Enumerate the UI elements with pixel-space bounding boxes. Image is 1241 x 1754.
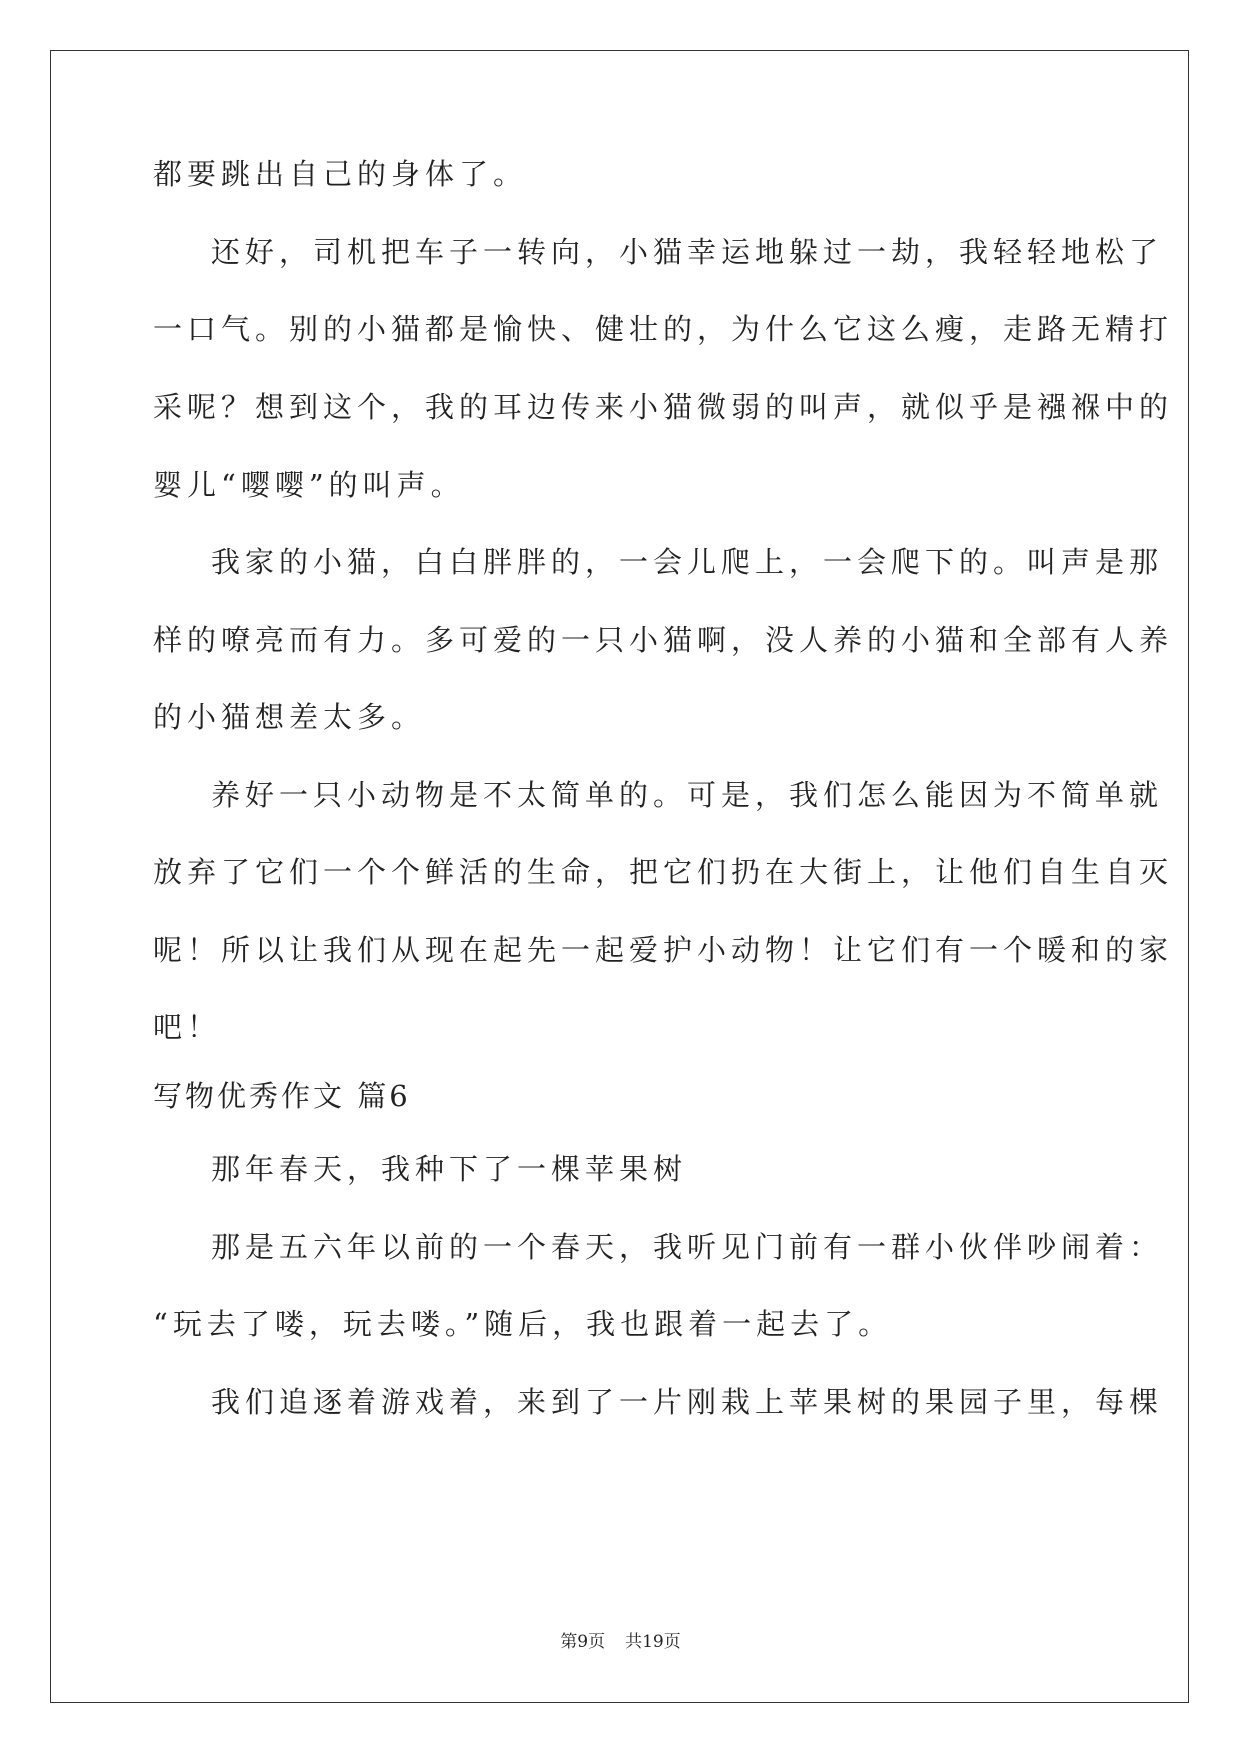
text-line: 放弃了它们一个个鲜活的生命，把它们扔在大街上，让他们自生自灭 — [153, 855, 1174, 889]
text-line: 婴儿“嘤嘤”的叫声。 — [153, 468, 465, 502]
text-line: 都要跳出自己的身体了。 — [153, 157, 528, 191]
page-number-total: 共19页 — [625, 1632, 681, 1652]
text-line: 那是五六年以前的一个春天，我听见门前有一群小伙伴吵闹着： — [211, 1230, 1164, 1264]
text-line: 呢！所以让我们从现在起先一起爱护小动物！让它们有一个暖和的家 — [153, 933, 1174, 967]
section-heading: 写物优秀作文 篇6 — [153, 1079, 411, 1113]
text-line: “玩去了喽，玩去喽。”随后，我也跟着一起去了。 — [153, 1307, 893, 1341]
page-number-current: 第9页 — [560, 1632, 606, 1652]
text-line: 采呢？想到这个，我的耳边传来小猫微弱的叫声，就似乎是襁褓中的 — [153, 390, 1174, 424]
text-line: 样的嘹亮而有力。多可爱的一只小猫啊，没人养的小猫和全部有人养 — [153, 623, 1174, 657]
text-line: 还好，司机把车子一转向，小猫幸运地躲过一劫，我轻轻地松了 — [211, 235, 1164, 269]
text-line: 那年春天，我种下了一棵苹果树 — [211, 1152, 688, 1186]
text-line: 的小猫想差太多。 — [153, 700, 426, 734]
text-line: 养好一只小动物是不太简单的。可是，我们怎么能因为不简单就 — [211, 778, 1164, 812]
text-line: 吧！ — [153, 1010, 222, 1044]
text-line: 一口气。别的小猫都是愉快、健壮的，为什么它这么瘦，走路无精打 — [153, 312, 1174, 346]
text-line: 我们追逐着游戏着，来到了一片刚栽上苹果树的果园子里，每棵 — [211, 1385, 1164, 1419]
page-footer — [0, 1634, 1241, 1651]
text-line: 我家的小猫，白白胖胖的，一会儿爬上，一会爬下的。叫声是那 — [211, 545, 1164, 579]
